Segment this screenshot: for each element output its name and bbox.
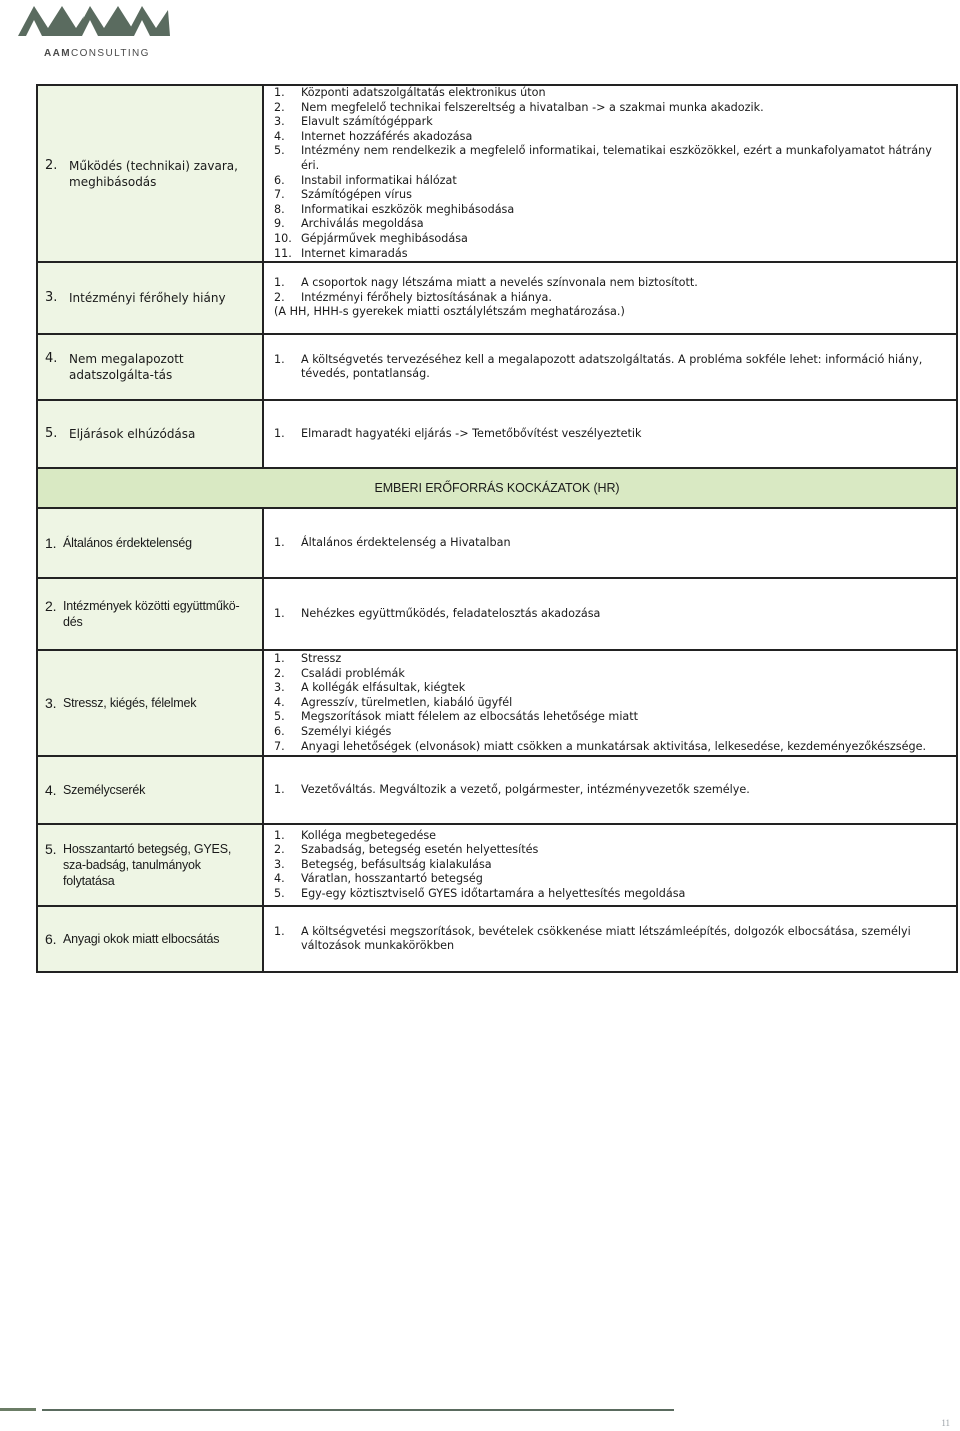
category-number: 2. (45, 157, 58, 173)
risk-items-cell (263, 400, 957, 468)
item-number: 4. (274, 695, 285, 709)
item-number: 3. (274, 681, 285, 695)
table-row (37, 262, 957, 334)
section-title: EMBERI ERŐFORRÁS KOCKÁZATOK (HR) (37, 468, 957, 508)
item-text: Internet kimaradás (301, 246, 408, 260)
item-number: 1. (274, 782, 285, 796)
risk-item-list (264, 652, 956, 754)
risk-category-cell (37, 400, 263, 468)
list-item (274, 232, 948, 247)
risk-items-cell (263, 650, 957, 756)
category-title: Anyagi okok miatt elbocsátás (63, 932, 220, 947)
category-title: Intézményi férőhely hiány (69, 291, 226, 306)
item-number: 1. (274, 652, 285, 666)
item-number: 4. (274, 872, 285, 886)
risk-category-label (38, 351, 262, 383)
list-item (274, 427, 948, 442)
category-title: Általános érdektelenség (63, 536, 192, 551)
logo-wordmark: AAMCONSULTING (44, 48, 150, 59)
item-text: Intézmény nem rendelkezik a megfelelő informatikai, telematikai eszközökkel, ezért a munkafolyamatot hátrány éri. (301, 144, 932, 172)
item-number: 1. (274, 606, 285, 620)
item-number: 1. (274, 828, 285, 842)
item-text: Internet hozzáférés akadozása (301, 129, 473, 143)
item-text: Megszorítások miatt félelem az elbocsátás lehetősége miatt (301, 710, 639, 724)
risk-item-list (264, 925, 956, 954)
item-text: Instabil informatikai hálózat (301, 173, 457, 187)
item-number: 6. (274, 173, 285, 187)
category-number: 3. (45, 290, 58, 306)
list-item (274, 652, 948, 667)
page-number: 11 (941, 1418, 950, 1428)
list-item (274, 101, 948, 116)
category-number: 5. (45, 841, 57, 858)
category-title: Stressz, kiégés, félelmek (63, 696, 197, 711)
risk-items-cell (263, 334, 957, 400)
risk-items-cell (263, 262, 957, 334)
item-text: A költségvetési megszorítások, bevételek csökkenése miatt létszámleépítés, dolgozók elbocsátása, személyi változások munkakörökben (301, 924, 911, 953)
risk-category-cell (37, 262, 263, 334)
category-number: 5. (45, 426, 58, 442)
item-text: Személyi kiégés (301, 725, 392, 739)
category-title: Intézmények közötti együttműkö-dés (63, 599, 240, 630)
list-item (274, 291, 948, 306)
item-text: A csoportok nagy létszáma miatt a nevelés színvonala nem biztosított. (301, 276, 698, 290)
risk-items-cell (263, 756, 957, 824)
risk-category-label (38, 598, 262, 630)
item-number: 1. (274, 924, 285, 938)
risk-category-label (38, 931, 262, 947)
item-number: 3. (274, 857, 285, 871)
item-note: (A HH, HHH-s gyerekek miatti osztálylétszám meghatározása.) (274, 305, 625, 319)
risk-item-list (264, 536, 956, 551)
item-text: Egy-egy köztisztviselő GYES időtartamára a helyettesítés megoldása (301, 887, 686, 901)
table-row (37, 650, 957, 756)
item-number: 2. (274, 666, 285, 680)
item-text: Anyagi lehetőségek (elvonások) miatt csökken a munkatársak aktivitása, lelkesedése, kezdeményezőkészsége. (301, 739, 927, 753)
list-item (274, 144, 948, 173)
list-item (274, 353, 948, 382)
list-item (274, 829, 948, 844)
risk-category-cell (37, 508, 263, 578)
item-number: 1. (274, 352, 285, 366)
list-item (274, 188, 948, 203)
item-text: Archiválás megoldása (301, 217, 424, 231)
item-number: 10. (274, 231, 292, 245)
category-title: Eljárások elhúzódása (69, 427, 196, 442)
item-number: 4. (274, 129, 285, 143)
list-item (274, 887, 948, 902)
risk-category-label (38, 782, 262, 798)
risk-item-list (264, 829, 956, 902)
item-text: Szabadság, betegség esetén helyettesítés (301, 843, 539, 857)
list-item (274, 115, 948, 130)
item-number: 1. (274, 535, 285, 549)
category-title: Nem megalapozott adatszolgálta-tás (69, 352, 184, 383)
list-item (274, 858, 948, 873)
risk-category-cell (37, 906, 263, 972)
footer-rule (0, 1406, 960, 1413)
list-item (274, 217, 948, 232)
item-text: Stressz (301, 652, 342, 666)
category-title: Működés (technikai) zavara, meghibásodás (69, 158, 238, 189)
table-row (37, 906, 957, 972)
item-number: 11. (274, 246, 292, 260)
risk-item-list (264, 86, 956, 261)
item-number: 2. (274, 290, 285, 304)
item-number: 7. (274, 739, 285, 753)
item-number: 5. (274, 887, 285, 901)
item-text: Gépjárművek meghibásodása (301, 231, 468, 245)
footer-rule-segment (42, 1409, 674, 1411)
item-number: 7. (274, 188, 285, 202)
risk-category-label (38, 535, 262, 551)
footer-rule-segment (0, 1408, 36, 1411)
section-header-row (37, 468, 957, 508)
risk-category-label (38, 841, 262, 889)
table-row (37, 400, 957, 468)
category-number: 4. (45, 782, 57, 799)
risk-items-cell (263, 906, 957, 972)
item-number: 5. (274, 144, 285, 158)
list-item (274, 247, 948, 262)
item-number: 9. (274, 217, 285, 231)
risk-category-label (38, 290, 262, 306)
risk-category-label (38, 158, 262, 190)
list-item (274, 607, 948, 622)
item-text: Családi problémák (301, 666, 405, 680)
risk-category-label (38, 695, 262, 711)
list-item (274, 872, 948, 887)
risk-category-cell (37, 756, 263, 824)
list-item (274, 276, 948, 291)
item-text: Elavult számítógéppark (301, 115, 433, 129)
item-text: Számítógépen vírus (301, 188, 412, 202)
item-number: 2. (274, 843, 285, 857)
item-number: 3. (274, 115, 285, 129)
list-item (274, 681, 948, 696)
risk-table (36, 84, 958, 973)
item-text: Nehézkes együttműködés, feladatelosztás akadozása (301, 606, 601, 620)
item-text: Váratlan, hosszantartó betegség (301, 872, 483, 886)
category-title: Hosszantartó betegség, GYES, sza-badság, tanulmányok folytatása (63, 842, 232, 889)
risk-items-cell (263, 578, 957, 650)
item-text: Betegség, befásultság kialakulása (301, 857, 492, 871)
item-number: 8. (274, 202, 285, 216)
category-number: 3. (45, 695, 57, 712)
category-number: 6. (45, 931, 57, 948)
item-number: 2. (274, 100, 285, 114)
category-number: 4. (45, 351, 58, 367)
item-text: Intézményi férőhely biztosításának a hiánya. (301, 290, 552, 304)
item-number: 6. (274, 725, 285, 739)
aam-mountain-logo-icon (18, 0, 172, 40)
risk-item-list (264, 276, 956, 305)
item-text: Általános érdektelenség a Hivatalban (301, 535, 511, 549)
risk-category-cell (37, 85, 263, 262)
category-number: 2. (45, 598, 57, 615)
item-number: 5. (274, 710, 285, 724)
risk-category-cell (37, 334, 263, 400)
risk-category-label (38, 426, 262, 442)
risk-items-cell (263, 508, 957, 578)
list-item (274, 925, 948, 954)
item-text: Nem megfelelő technikai felszereltség a hivatalban -> a szakmai munka akadozik. (301, 100, 764, 114)
risk-category-cell (37, 578, 263, 650)
list-item (274, 696, 948, 711)
list-item (274, 710, 948, 725)
item-number: 1. (274, 86, 285, 99)
item-text: Agresszív, türelmetlen, kiabáló ügyfél (301, 695, 513, 709)
list-item (274, 725, 948, 740)
list-item (274, 130, 948, 145)
list-item (274, 740, 948, 755)
risk-category-cell (37, 650, 263, 756)
category-title: Személycserék (63, 783, 146, 798)
item-number: 1. (274, 426, 285, 440)
item-text: Informatikai eszközök meghibásodása (301, 202, 515, 216)
table-row (37, 334, 957, 400)
item-text: Elmaradt hagyatéki eljárás -> Temetőbővítést veszélyeztetik (301, 426, 642, 440)
risk-items-cell (263, 824, 957, 906)
table-row (37, 508, 957, 578)
list-item (274, 783, 948, 798)
risk-item-list (264, 783, 956, 798)
risk-item-list (264, 427, 956, 442)
table-row (37, 756, 957, 824)
list-item (274, 843, 948, 858)
item-text: Vezetőváltás. Megváltozik a vezető, polgármester, intézményvezetők személye. (301, 782, 750, 796)
table-row (37, 824, 957, 906)
item-text: Kolléga megbetegedése (301, 828, 437, 842)
list-item (274, 86, 948, 101)
list-item (274, 203, 948, 218)
risk-items-cell (263, 85, 957, 262)
item-number: 1. (274, 276, 285, 290)
category-number: 1. (45, 535, 57, 552)
list-item (274, 174, 948, 189)
risk-item-list (264, 607, 956, 622)
item-text: A kollégák elfásultak, kiégtek (301, 681, 466, 695)
table-row (37, 85, 957, 262)
item-text: Központi adatszolgáltatás elektronikus úton (301, 86, 546, 99)
list-item (274, 536, 948, 551)
risk-item-list (264, 353, 956, 382)
risk-category-cell (37, 824, 263, 906)
list-item (274, 667, 948, 682)
table-row (37, 578, 957, 650)
item-text: A költségvetés tervezéséhez kell a megalapozott adatszolgáltatás. A probléma sokféle lehet: információ hiány, tévedés, pontatlanság. (301, 352, 923, 381)
company-logo (18, 0, 178, 64)
